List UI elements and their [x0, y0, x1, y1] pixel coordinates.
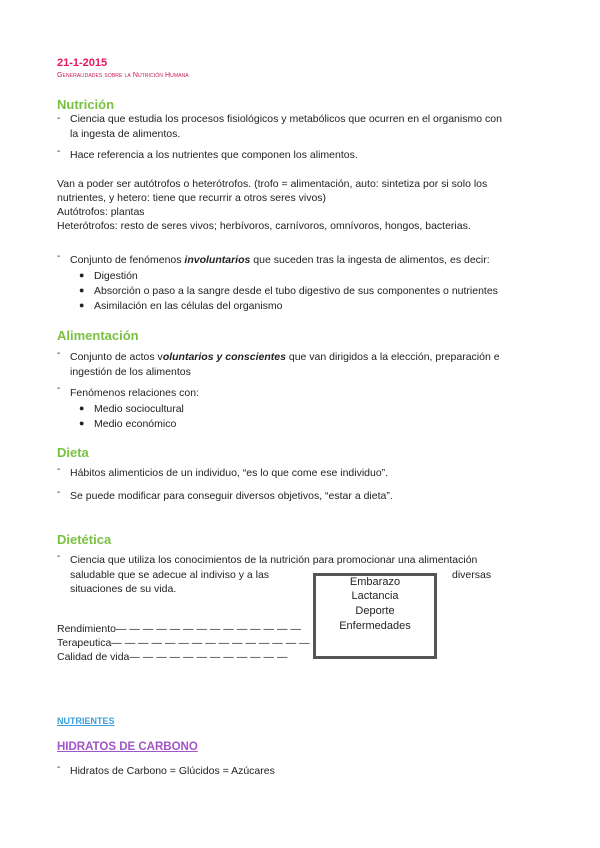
bullet-icon: ● — [79, 285, 85, 295]
list-item-continuation: diversas — [452, 569, 492, 581]
list-item-continuation: saludable que se adecue al indiviso y a las — [70, 569, 270, 581]
list-item: Ciencia que estudia los procesos fisiológicos y metabólicos que ocurren en el organismo con — [70, 113, 502, 125]
list-item: Se puede modificar para conseguir diversos objetivos, “estar a dieta”. — [70, 490, 393, 502]
box-item: Deporte — [355, 605, 395, 617]
sub-list-item: Medio económico — [94, 418, 177, 430]
list-item — [70, 253, 490, 268]
paragraph-line: Van a poder ser autótrofos o heterótrofos. (trofo = alimentación, auto: sintetiza por si solo los — [57, 178, 488, 190]
sub-list-item: Absorción o paso a la sangre desde el tubo digestivo de sus componentes o nutrientes — [94, 285, 498, 297]
dash-marker: - — [57, 464, 61, 475]
situations-box — [313, 573, 437, 659]
dash-marker: - — [57, 487, 61, 498]
sub-list-item: Digestión — [94, 270, 138, 282]
section-title-alimentacion: Alimentación — [57, 328, 139, 343]
box-item: Lactancia — [351, 590, 399, 602]
section-title-hidratos: HIDRATOS DE CARBONO — [57, 741, 198, 753]
list-item-continuation: la ingesta de alimentos. — [70, 128, 181, 140]
list-item-continuation: ingestión de los alimentos — [70, 366, 191, 378]
box-item: Embarazo — [349, 576, 401, 588]
section-title-nutricion: Nutrición — [57, 97, 115, 112]
objective-terapeutica: Terapeutica— — — — — — — — — — — — — — — — [57, 637, 310, 649]
section-title-dietetica: Dietética — [57, 532, 112, 547]
emphasis-text: oluntarios y conscientes — [162, 351, 286, 363]
document-subtitle: Generalidades sobre la Nutrición Humana — [57, 72, 189, 79]
list-item-continuation: situaciones de su vida. — [70, 583, 177, 595]
paragraph-line: Heterótrofos: resto de seres vivos; herbívoros, carnívoros, omnívoros, hongos, bacterias. — [57, 220, 471, 232]
bullet-icon: ● — [79, 270, 85, 280]
list-item-text: que van dirigidos a la elección, preparación e — [285, 351, 500, 363]
document-date: 21-1-2015 — [57, 57, 108, 69]
paragraph-line: Autótrofos: plantas — [57, 206, 145, 218]
bullet-icon: ● — [79, 403, 85, 413]
paragraph-line: nutrientes, y hetero: tiene que recurrir a otros seres vivos) — [57, 192, 327, 204]
box-item: Enfermedades — [339, 620, 411, 632]
dash-marker: - — [57, 251, 61, 262]
list-item: Hidratos de Carbono = Glúcidos = Azúcares — [70, 765, 275, 777]
bullet-icon: ● — [79, 418, 85, 428]
bullet-icon: ● — [79, 300, 85, 310]
dash-marker: - — [57, 113, 61, 124]
list-item-text: que suceden tras la ingesta de alimentos, es decir: — [250, 254, 490, 266]
list-item: Fenómenos relaciones con: — [70, 387, 199, 399]
emphasis-text: involuntarios — [184, 254, 251, 266]
list-item — [70, 350, 500, 365]
sub-list-item: Asimilación en las células del organismo — [94, 300, 283, 312]
dash-marker: - — [57, 348, 61, 359]
sub-list-item: Medio sociocultural — [94, 403, 184, 415]
objective-rendimiento: Rendimiento— — — — — — — — — — — — — — — [57, 623, 301, 635]
list-item: Ciencia que utiliza los conocimientos de la nutrición para promocionar una alimentación — [70, 554, 478, 566]
nutrientes-link[interactable]: NUTRIENTES — [57, 716, 115, 726]
dash-marker: - — [57, 146, 61, 157]
list-item-text: Conjunto de actos v — [70, 351, 163, 363]
list-item: Hábitos alimenticios de un individuo, “es lo que come ese individuo”. — [70, 467, 389, 479]
list-item: Hace referencia a los nutrientes que componen los alimentos. — [70, 149, 358, 161]
dash-marker: - — [57, 383, 61, 394]
objective-calidad-de-vida: Calidad de vida— — — — — — — — — — — — — [57, 651, 288, 663]
dash-marker: - — [57, 762, 61, 773]
dash-marker: - — [57, 551, 61, 562]
list-item-text: Conjunto de fenómenos — [70, 254, 185, 266]
section-title-dieta: Dieta — [57, 445, 89, 460]
